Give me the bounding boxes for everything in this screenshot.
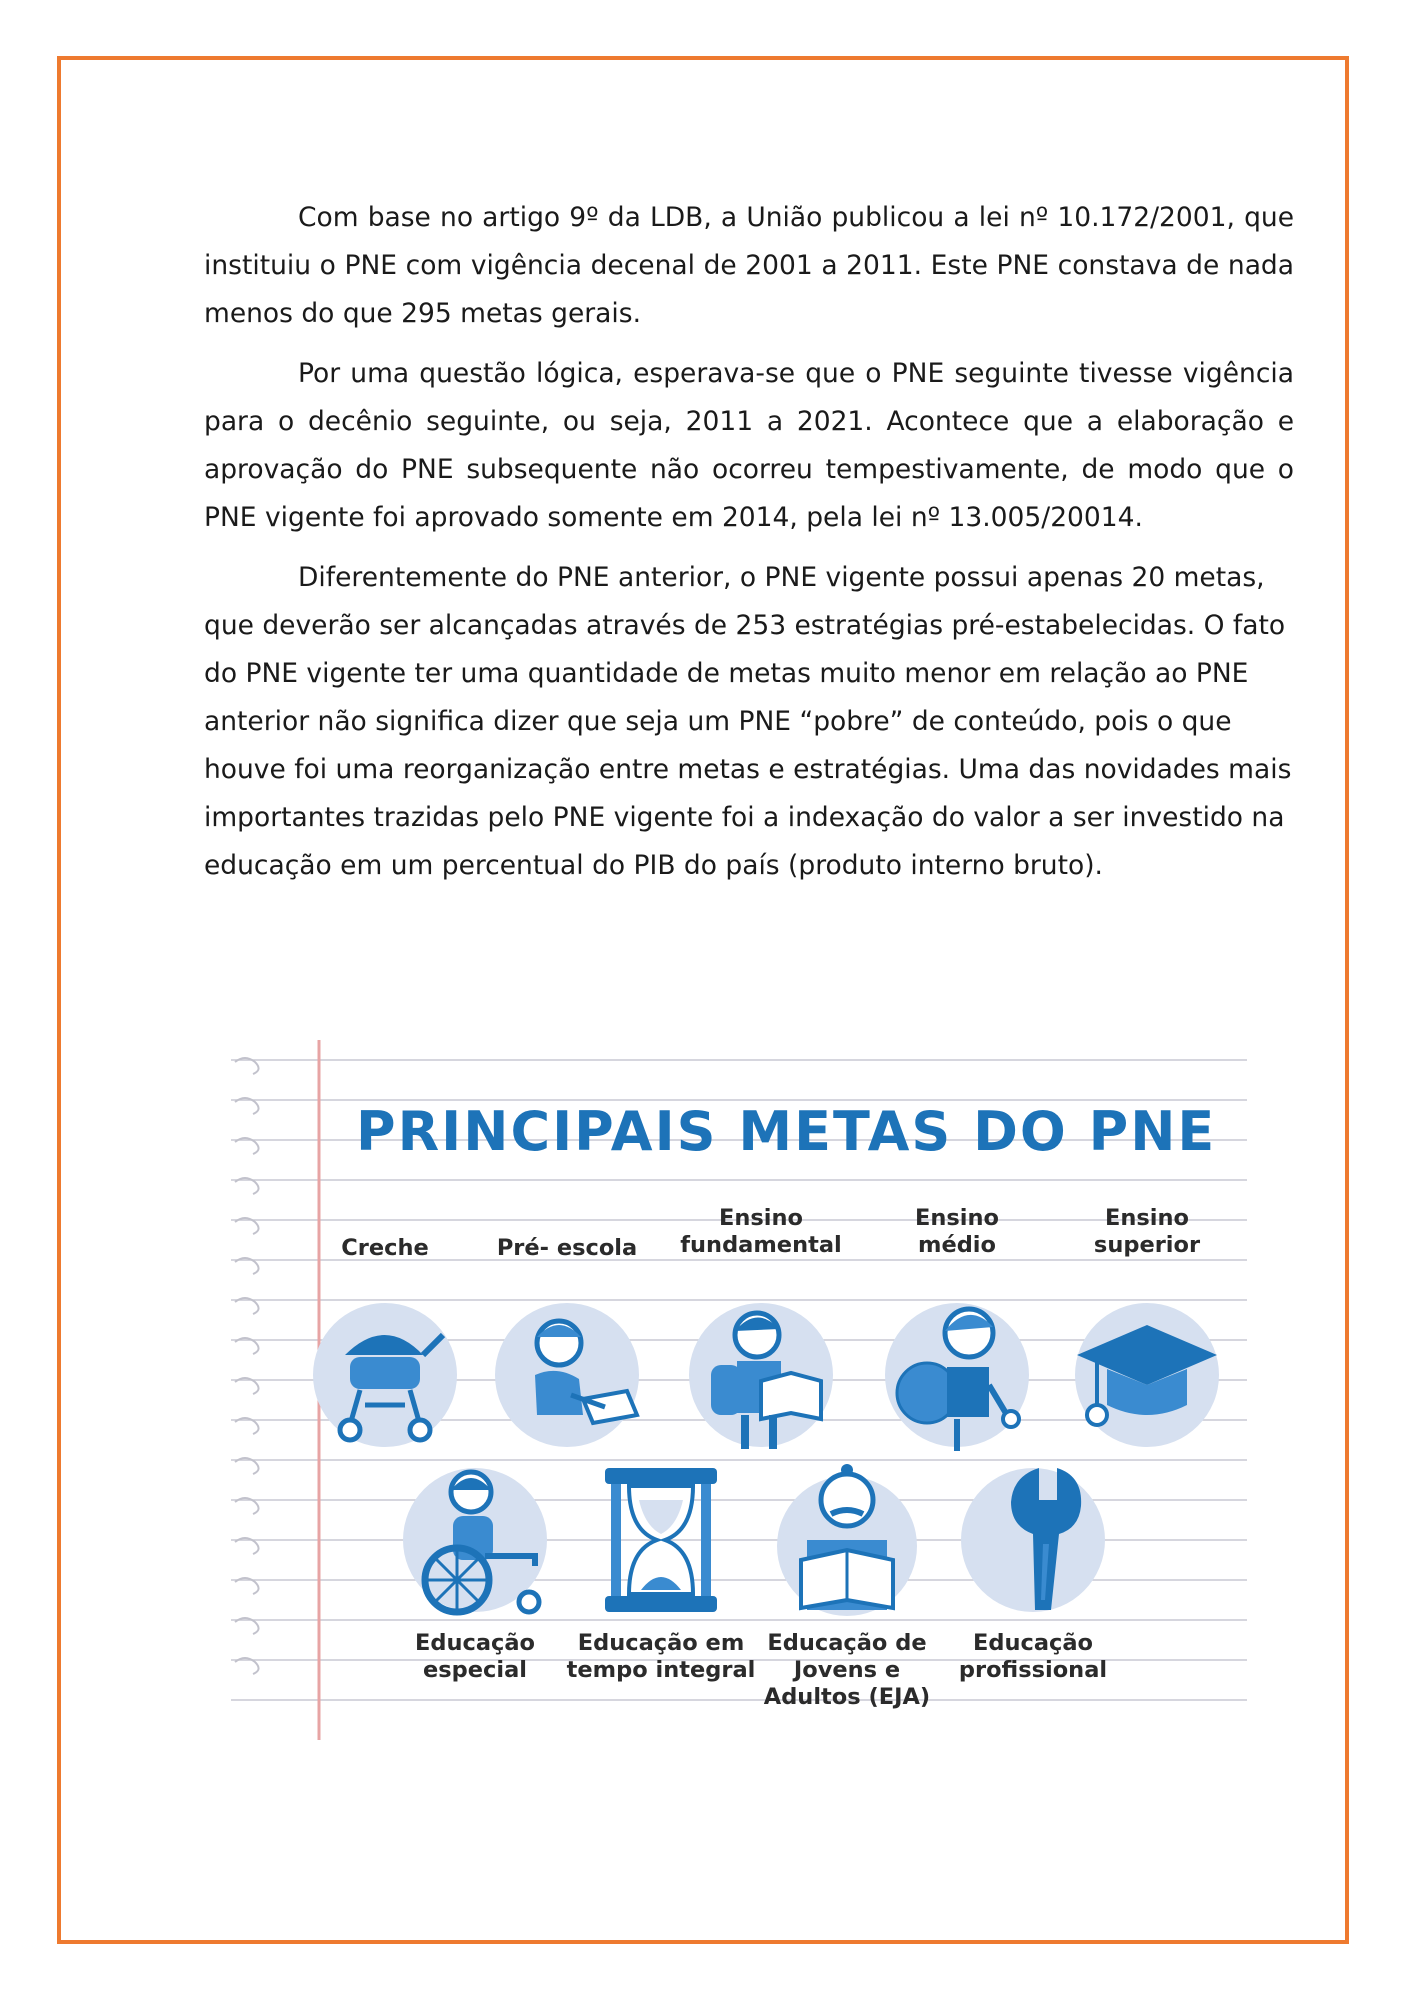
goal-creche <box>295 1205 475 1435</box>
wheelchair-icon <box>395 1460 555 1620</box>
goal-tempo-integral <box>566 1460 756 1690</box>
paragraph-2: Por uma questão lógica, esperava-se que o PNE seguinte tivesse vigência para o decênio seguinte, ou seja, 2011 a 2021. Acontece que a elaboração e aprovação do PNE subsequente não ocorreu tempestivamente, de modo que o PNE vigente foi aprovado somente em 2014, pela lei nº 13.005/20014. <box>204 358 1294 533</box>
goal-label: Educação de Jovens e Adultos (EJA) <box>763 1630 931 1710</box>
figure-title: PRINCIPAIS METAS DO PNE <box>356 1100 1217 1163</box>
goal-label: Educação em tempo integral <box>566 1630 756 1683</box>
paragraph-3: Diferentemente do PNE anterior, o PNE vigente possui apenas 20 metas, que deverão ser alcançadas através de 253 estratégias pré-estabelecidas. O fato do PNE vigente ter uma quantidade de metas muito menor em relação ao PNE anterior não significa dizer que seja um PNE “pobre” de conteúdo, pois o que houve foi uma reorganização entre metas e estratégias. Uma das novidades mais importantes trazidas pelo PNE vigente foi a indexação do valor a ser investido na educação em um percentual do PIB do país (produto interno bruto). <box>204 562 1292 881</box>
student-reading-icon <box>681 1295 841 1455</box>
graduation-cap-icon <box>1067 1295 1227 1455</box>
child-drawing-icon <box>487 1295 647 1455</box>
goal-educacao-especial <box>385 1460 565 1690</box>
goal-label: Educação especial <box>415 1630 535 1683</box>
teen-student-icon <box>877 1295 1037 1455</box>
goal-label: Ensino fundamental <box>680 1205 842 1258</box>
adult-reading-icon <box>767 1460 927 1620</box>
wrench-icon <box>953 1460 1113 1620</box>
stroller-icon <box>305 1295 465 1455</box>
paragraph-1: Com base no artigo 9º da LDB, a União publicou a lei nº 10.172/2001, que instituiu o PNE com vigência decenal de 2001 a 2011. Este PNE constava de nada menos do que 295 metas gerais. <box>204 202 1294 329</box>
goal-label: Pré- escola <box>496 1235 638 1261</box>
goal-ensino-fundamental <box>671 1205 851 1435</box>
goal-eja <box>757 1460 937 1710</box>
hourglass-icon <box>581 1460 741 1620</box>
goal-pre-escola <box>477 1205 657 1435</box>
goal-ensino-medio <box>867 1205 1047 1435</box>
pne-goals-figure <box>231 1040 1247 1740</box>
goal-label: Ensino superior <box>1093 1205 1201 1258</box>
goal-label: Creche <box>341 1235 429 1261</box>
goal-educacao-profissional <box>943 1460 1123 1690</box>
body-text <box>204 194 1294 902</box>
goal-ensino-superior <box>1057 1205 1237 1435</box>
goal-label: Ensino médio <box>915 1205 999 1258</box>
goal-label: Educação profissional <box>958 1630 1108 1683</box>
